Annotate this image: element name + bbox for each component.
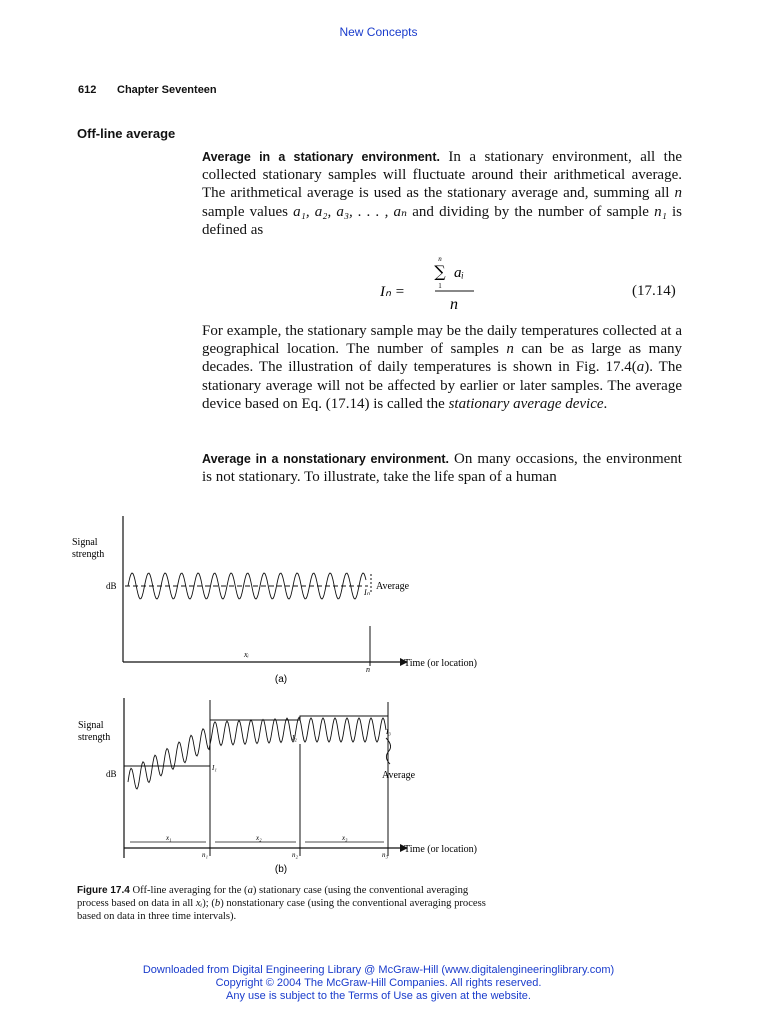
y-axis-label: strength <box>72 549 105 560</box>
sigma-symbol: ∑ <box>434 262 446 281</box>
average-symbol: Iₙ <box>364 588 370 597</box>
x1-symbol: x₁ <box>166 834 172 842</box>
x-axis-label: Time (or location) <box>404 658 477 669</box>
average-label: Average <box>376 581 410 592</box>
x-axis-label: Time (or location) <box>404 844 477 855</box>
section-title: Off-line average <box>77 126 176 141</box>
footer-line: Any use is subject to the Terms of Use as given at the website. <box>226 990 531 1002</box>
chapter-title: Chapter Seventeen <box>117 84 217 96</box>
figure-caption: Figure 17.4 Off-line averaging for the (a) stationary case (using the conventional averaging process based on data in all xᵢ); (b) nonstationary case (using the conventional averaging process based on data in three time intervals). <box>77 885 486 922</box>
sum-upper-limit: n <box>438 255 442 263</box>
paragraph-nonstationary: Average in a nonstationary environment. On many occasions, the environment is not stationary. To illustrate, take the life span of a human <box>202 451 682 486</box>
footer-copyright[interactable] <box>0 964 757 1003</box>
y-axis-label: strength <box>78 732 111 743</box>
panel-label: (b) <box>274 864 288 875</box>
page-number: 612 <box>78 84 97 96</box>
n2-symbol: n₂ <box>292 851 298 859</box>
equation-lhs: Iₙ = <box>380 284 405 300</box>
level-1-symbol: I₁ <box>212 764 217 772</box>
equation-17-14 <box>380 252 490 312</box>
x3-symbol: x₃ <box>342 834 348 842</box>
figure-b-nonstationary <box>70 694 500 880</box>
average-label: Average <box>382 770 416 781</box>
n-symbol: n <box>366 665 370 674</box>
signal-waveform <box>128 718 386 790</box>
x2-symbol: x₂ <box>256 834 262 842</box>
denominator: n <box>450 296 458 312</box>
panel-label: (a) <box>274 674 288 685</box>
figure-label: Figure 17.4 <box>77 885 130 896</box>
paragraph-stationary: Average in a stationary environment. In a stationary environment, all the collected stationary samples will fluctuate around their arithmetical average. The arithmetical average is used as the stationary average and, summing all n sample values a₁, a₂, a₃, . . . , aₙ and dividing by the number of sample n₁ is defined as <box>202 149 682 238</box>
figure-a-stationary <box>70 512 500 692</box>
level-2-symbol: I₂ <box>292 734 297 742</box>
db-label: dB <box>106 581 117 591</box>
sum-term: aᵢ <box>454 265 464 281</box>
db-label: dB <box>106 769 117 779</box>
paragraph-heading: Average in a nonstationary environment. <box>202 452 450 466</box>
header-link[interactable]: New Concepts <box>339 25 418 39</box>
y-axis-label: Signal <box>78 720 104 731</box>
level-3-symbol: I₃ <box>386 728 391 736</box>
equation-number: (17.14) <box>632 283 676 299</box>
paragraph-example: For example, the stationary sample may be the daily temperatures collected at a geographical location. The number of samples n can be as large as many decades. The illustration of daily temperatures is shown in Fig. 17.4(a). The stationary average will not be affected by earlier or later samples. The average device based on Eq. (17.14) is called the stationary average device. <box>202 323 682 412</box>
sum-lower-limit: 1 <box>438 282 442 290</box>
paragraph-heading: Average in a stationary environment. <box>202 150 440 164</box>
n3-symbol: n₃ <box>382 851 388 859</box>
footer-line: Copyright © 2004 The McGraw-Hill Companies. All rights reserved. <box>215 977 542 989</box>
n1-symbol: n₁ <box>202 851 208 859</box>
x-symbol: xᵢ <box>244 650 249 659</box>
footer-line[interactable]: Downloaded from Digital Engineering Library @ McGraw-Hill (www.digitalengineeringlibrary.com) <box>142 964 615 976</box>
y-axis-label: Signal <box>72 537 98 548</box>
